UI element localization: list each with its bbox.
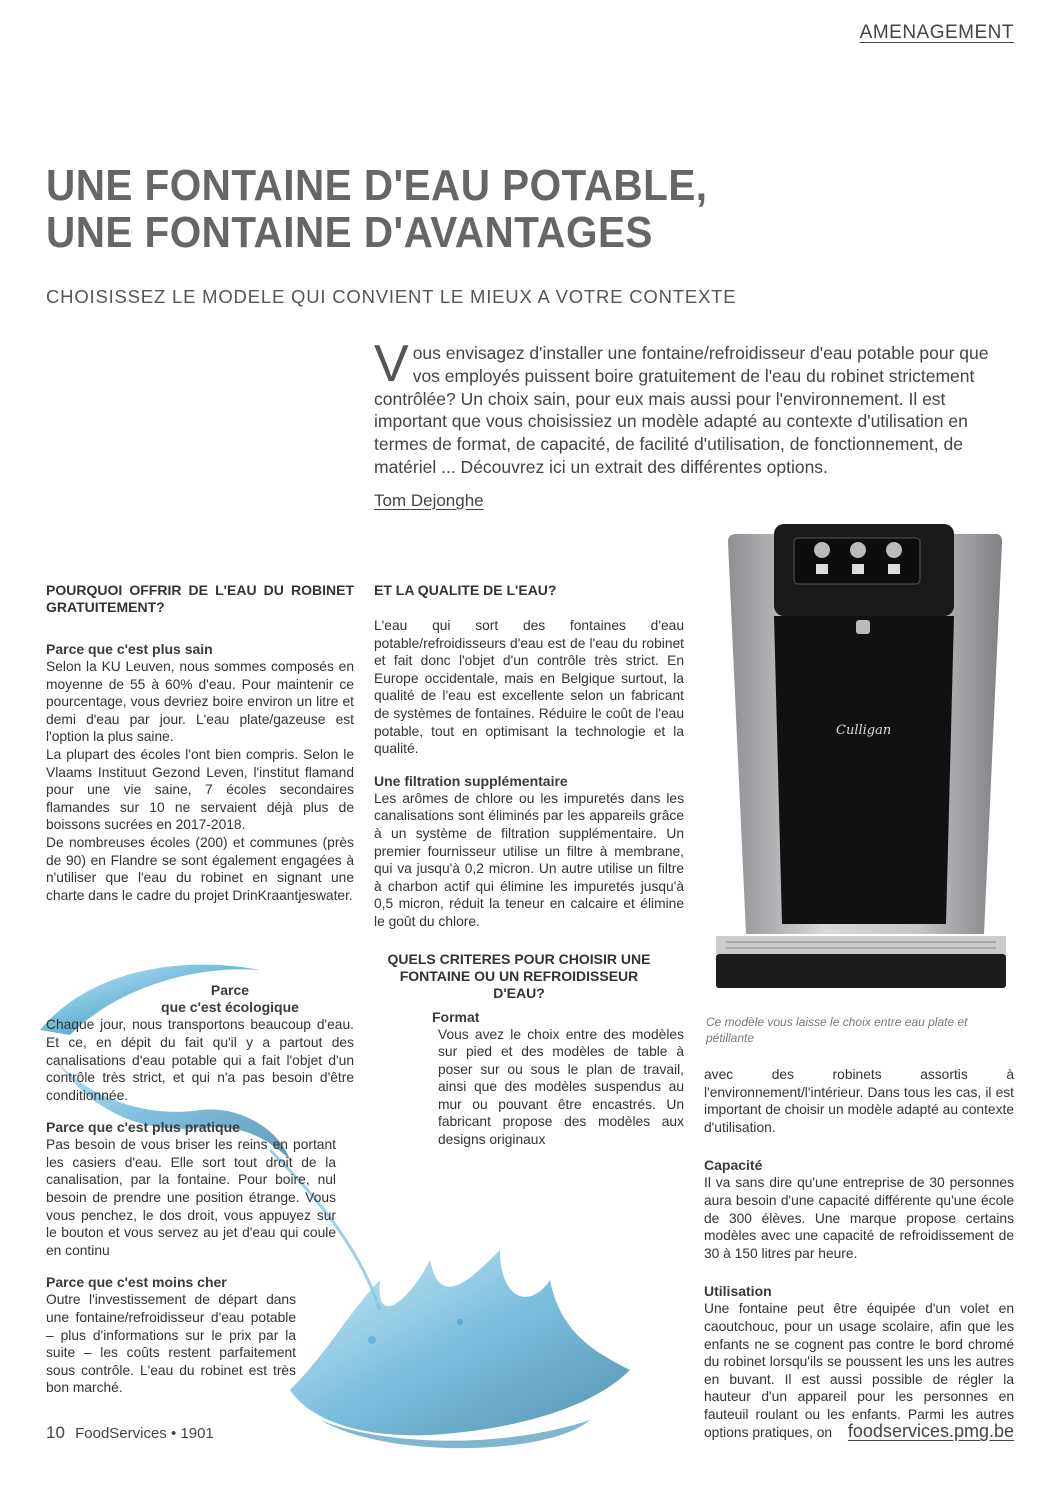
- title-line-2: UNE FONTAINE D'AVANTAGES: [46, 208, 653, 257]
- footer-left: [46, 1423, 214, 1443]
- paragraph: Vous avez le choix entre des modèles sur pied et des modèles de table à poser sur ou sous le plan de travail, ainsi que des modèles suspendus au mur ou pouvant être encastrés. Un fabricant propose des modèles aux designs originaux: [438, 1026, 684, 1148]
- subheading-format: Format: [432, 1008, 480, 1025]
- article-intro: [374, 335, 1014, 479]
- subheading-capacite: Capacité: [704, 1157, 763, 1174]
- subheading-ecologique-line1: Parce: [210, 982, 250, 999]
- paragraph: Chaque jour, nous transportons beaucoup d'eau. Et ce, en dépit du fait qu'il y a partout des canalisations d'eau potable qui a fait l'objet d'un contrôle très strict, et qui n'a pas besoin d'être conditionnée.: [46, 1017, 354, 1103]
- paragraph: Il va sans dire qu'une entreprise de 30 personnes aura besoin d'une capacité différente qu'une école de 300 élèves. Une marque propose certains modèles avec une capacité de refroidissement de 30 à 150 litres par heure.: [704, 1175, 1014, 1261]
- title-line-1: UNE FONTAINE D'EAU POTABLE,: [46, 161, 708, 210]
- paragraph: Une fontaine peut être équipée d'un volet en caoutchouc, pour un usage scolaire, afin que les enfants ne se cognent pas contre le bord chromé du robinet lorsqu'ils se poussent les uns les autres en buvant. Il est aussi possible de régler la hauteur d'un appareil pour les personnes en fauteuil roulant ou les enfants. Parmi les autres options pratiques, on: [704, 1301, 1014, 1440]
- article-title: [46, 162, 800, 256]
- section-heading-pourquoi: POURQUOI OFFRIR DE L'EAU DU ROBINET GRATUITEMENT?: [46, 582, 354, 615]
- magazine-issue: FoodServices • 1901: [75, 1425, 214, 1442]
- water-fountain-photo: [706, 524, 1016, 1000]
- subheading-filtration: Une filtration supplémentaire: [374, 772, 568, 789]
- section-label: AMENAGEMENT: [859, 22, 1014, 43]
- left-column: [46, 582, 354, 1397]
- right-column: [704, 1066, 1014, 1441]
- intro-text: ous envisagez d'installer une fontaine/refroidisseur d'eau potable pour que vos employés puissent boire gratuitement de l'eau du robinet strictement contrôlée? Un choix sain, pour eux mais aussi pour l'environnement. Il est important que vous choisissiez un modèle adapté au contexte d'utilisation en termes de format, de capacité, de facilité d'utilisation, de fonctionnement, de matériel ... Découvrez ici un extrait des différentes options.: [374, 343, 989, 477]
- culligan-logo: Culligan: [836, 723, 892, 738]
- subheading-ecologique-line2: que c'est écologique: [161, 999, 299, 1016]
- photo-caption: Ce modèle vous laisse le choix entre eau plate et pétillante: [706, 1015, 968, 1045]
- paragraph: avec des robinets assortis à l'environnement/l'intérieur. Dans tous les cas, il est important de choisir un modèle adapté au contexte d'utilisation.: [704, 1067, 1014, 1135]
- paragraph: Les arômes de chlore ou les impuretés dans les canalisations sont éliminés par les appareils grâce à un système de filtration supplémentaire. Un premier fournisseur utilise un filtre à membrane, qui va jusqu'à 0,2 micron. Un autre utilise un filtre à charbon actif qui élimine les impuretés jusqu'à 0,5 micron, réduit la teneur en calcaire et élimine le goût du chlore.: [374, 790, 684, 929]
- paragraph: L'eau qui sort des fontaines d'eau potable/refroidisseurs d'eau est de l'eau du robinet et fait donc l'objet d'un contrôle très strict. En Europe occidentale, mais en Belgique surtout, la qualité de l'eau est excellente selon un fabricant de systèmes de fontaines. Réduire le coût de l'eau potable, tout en optimisant la technologie et la qualité.: [374, 618, 684, 757]
- section-heading-qualite: ET LA QUALITE DE L'EAU?: [374, 582, 557, 598]
- subheading-plus-sain: Parce que c'est plus sain: [46, 641, 213, 657]
- subheading-utilisation: Utilisation: [704, 1283, 772, 1300]
- paragraph: Selon la KU Leuven, nous sommes composés en moyenne de 55 à 60% d'eau. Pour maintenir ce pourcentage, vous devriez boire environ un litre et demi d'eau par jour. L'eau plate/gazeuse est l'option la plus saine.: [46, 659, 354, 745]
- subheading-moins-cher: Parce que c'est moins cher: [46, 1274, 227, 1291]
- section-heading-criteres: QUELS CRITERES POUR CHOISIR UNE FONTAINE OU UN REFROIDISSEUR D'EAU?: [387, 950, 651, 1001]
- subheading-plus-pratique: Parce que c'est plus pratique: [46, 1119, 240, 1136]
- page-number: 10: [46, 1423, 65, 1442]
- article-subtitle: CHOISISSEZ LE MODELE QUI CONVIENT LE MIEUX A VOTRE CONTEXTE: [46, 286, 737, 307]
- website-link[interactable]: foodservices.pmg.be: [847, 1421, 1014, 1441]
- middle-column: [374, 582, 684, 1149]
- paragraph: La plupart des écoles l'ont bien compris. Selon le Vlaams Instituut Gezond Leven, l'institut flamand pour une vie saine, 7 écoles secondaires flamandes sur 10 ne servaient déjà plus de boissons sucrées en 2017-2018.: [46, 746, 354, 833]
- subheading-ecologique: [46, 982, 354, 1016]
- paragraph: Pas besoin de vous briser les reins en portant les casiers d'eau. Elle sort tout droit de la canalisation, par la fontaine. Pour boire, nul besoin de prendre une position étrange. Vous vous penchez, le dos droit, vous appuyez sur le bouton et vous servez au jet d'eau qui coule en continu: [46, 1137, 336, 1258]
- paragraph: De nombreuses écoles (200) et communes (près de 90) en Flandre se sont également engagées à n'utiliser que l'eau du robinet en signant une charte dans le cadre du projet DrinKraantjeswater.: [46, 834, 354, 903]
- drop-cap: V: [374, 335, 409, 393]
- paragraph: Outre l'investissement de départ dans une fontaine/refroidisseur d'eau potable – plus d'informations sur le prix par la suite – les coûts restent parfaitement sous contrôle. L'eau du robinet est très bon marché.: [46, 1292, 296, 1396]
- author-byline: Tom Dejonghe: [374, 491, 484, 510]
